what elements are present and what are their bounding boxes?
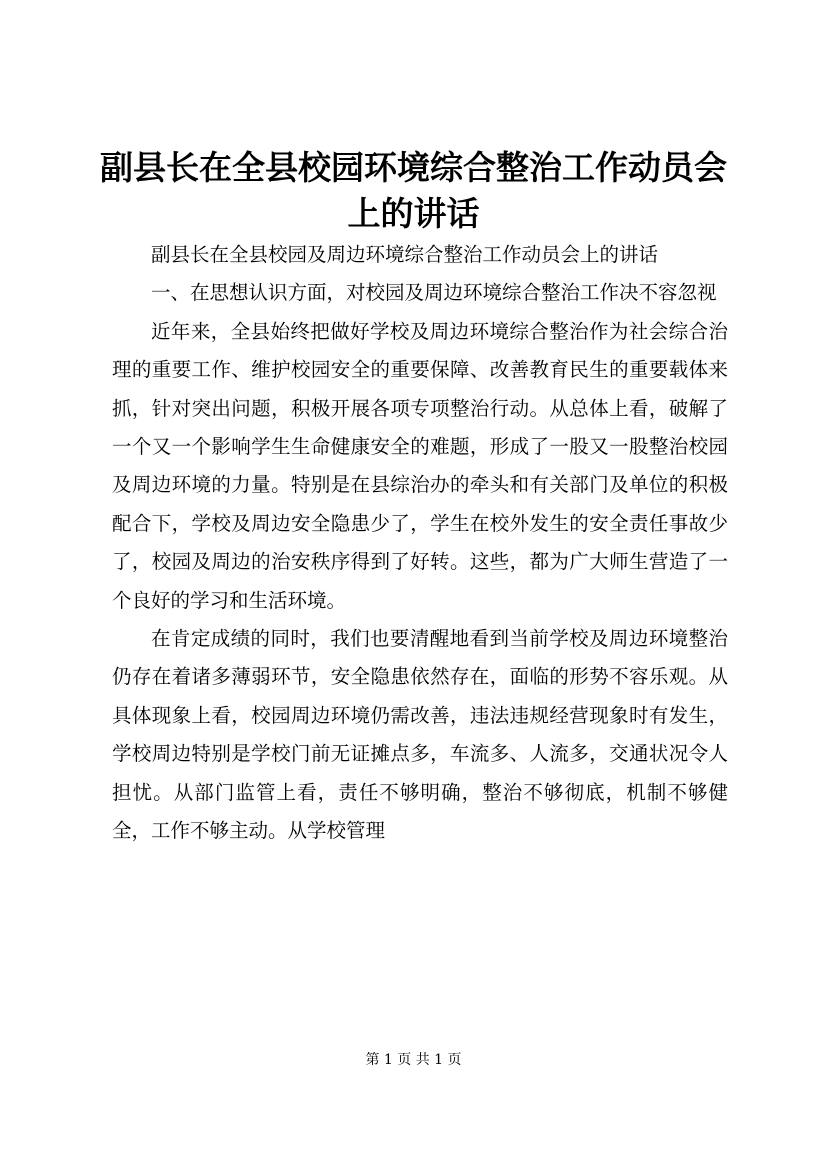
paragraph-section-heading: 一、在思想认识方面，对校园及周边环境综合整治工作决不容忽视: [151, 281, 717, 305]
document-title: 副县长在全县校园环境综合整治工作动员会上的讲话: [100, 148, 727, 233]
paragraph-problems: 在肯定成绩的同时，我们也要清醒地看到当前学校及周边环境整治仍存在着诸多薄弱环节，安全隐患依然存在，面临的形势不容乐观。从具体现象上看，校园周边环境仍需改善，违法违规经营现象时有发生，学校周边特别是学校门前无证摊点多，车流多、人流多，交通状况令人担忧。从部门监管上看，责任不够明确，整治不够彻底，机制不够健全，工作不够主动。从学校管理: [112, 627, 728, 843]
paragraph-subtitle: 副县长在全县校园及周边环境综合整治工作动员会上的讲话: [151, 243, 659, 266]
page-footer: 第 1 页 共 1 页: [365, 1052, 462, 1068]
document-body: [112, 236, 728, 851]
paragraph-achievements: 近年来，全县始终把做好学校及周边环境综合整治作为社会综合治理的重要工作、维护校园安全的重要保障、改善教育民生的重要载体来抓，针对突出问题，积极开展各项专项整治行动。从总体上看，破解了一个又一个影响学生生命健康安全的难题，形成了一股又一股整治校园及周边环境的力量。特别是在县综治办的牵头和有关部门及单位的积极配合下，学校及周边安全隐患少了，学生在校外发生的安全责任事故少了，校园及周边的治安秩序得到了好转。这些，都为广大师生营造了一个良好的学习和生活环境。: [112, 319, 728, 612]
